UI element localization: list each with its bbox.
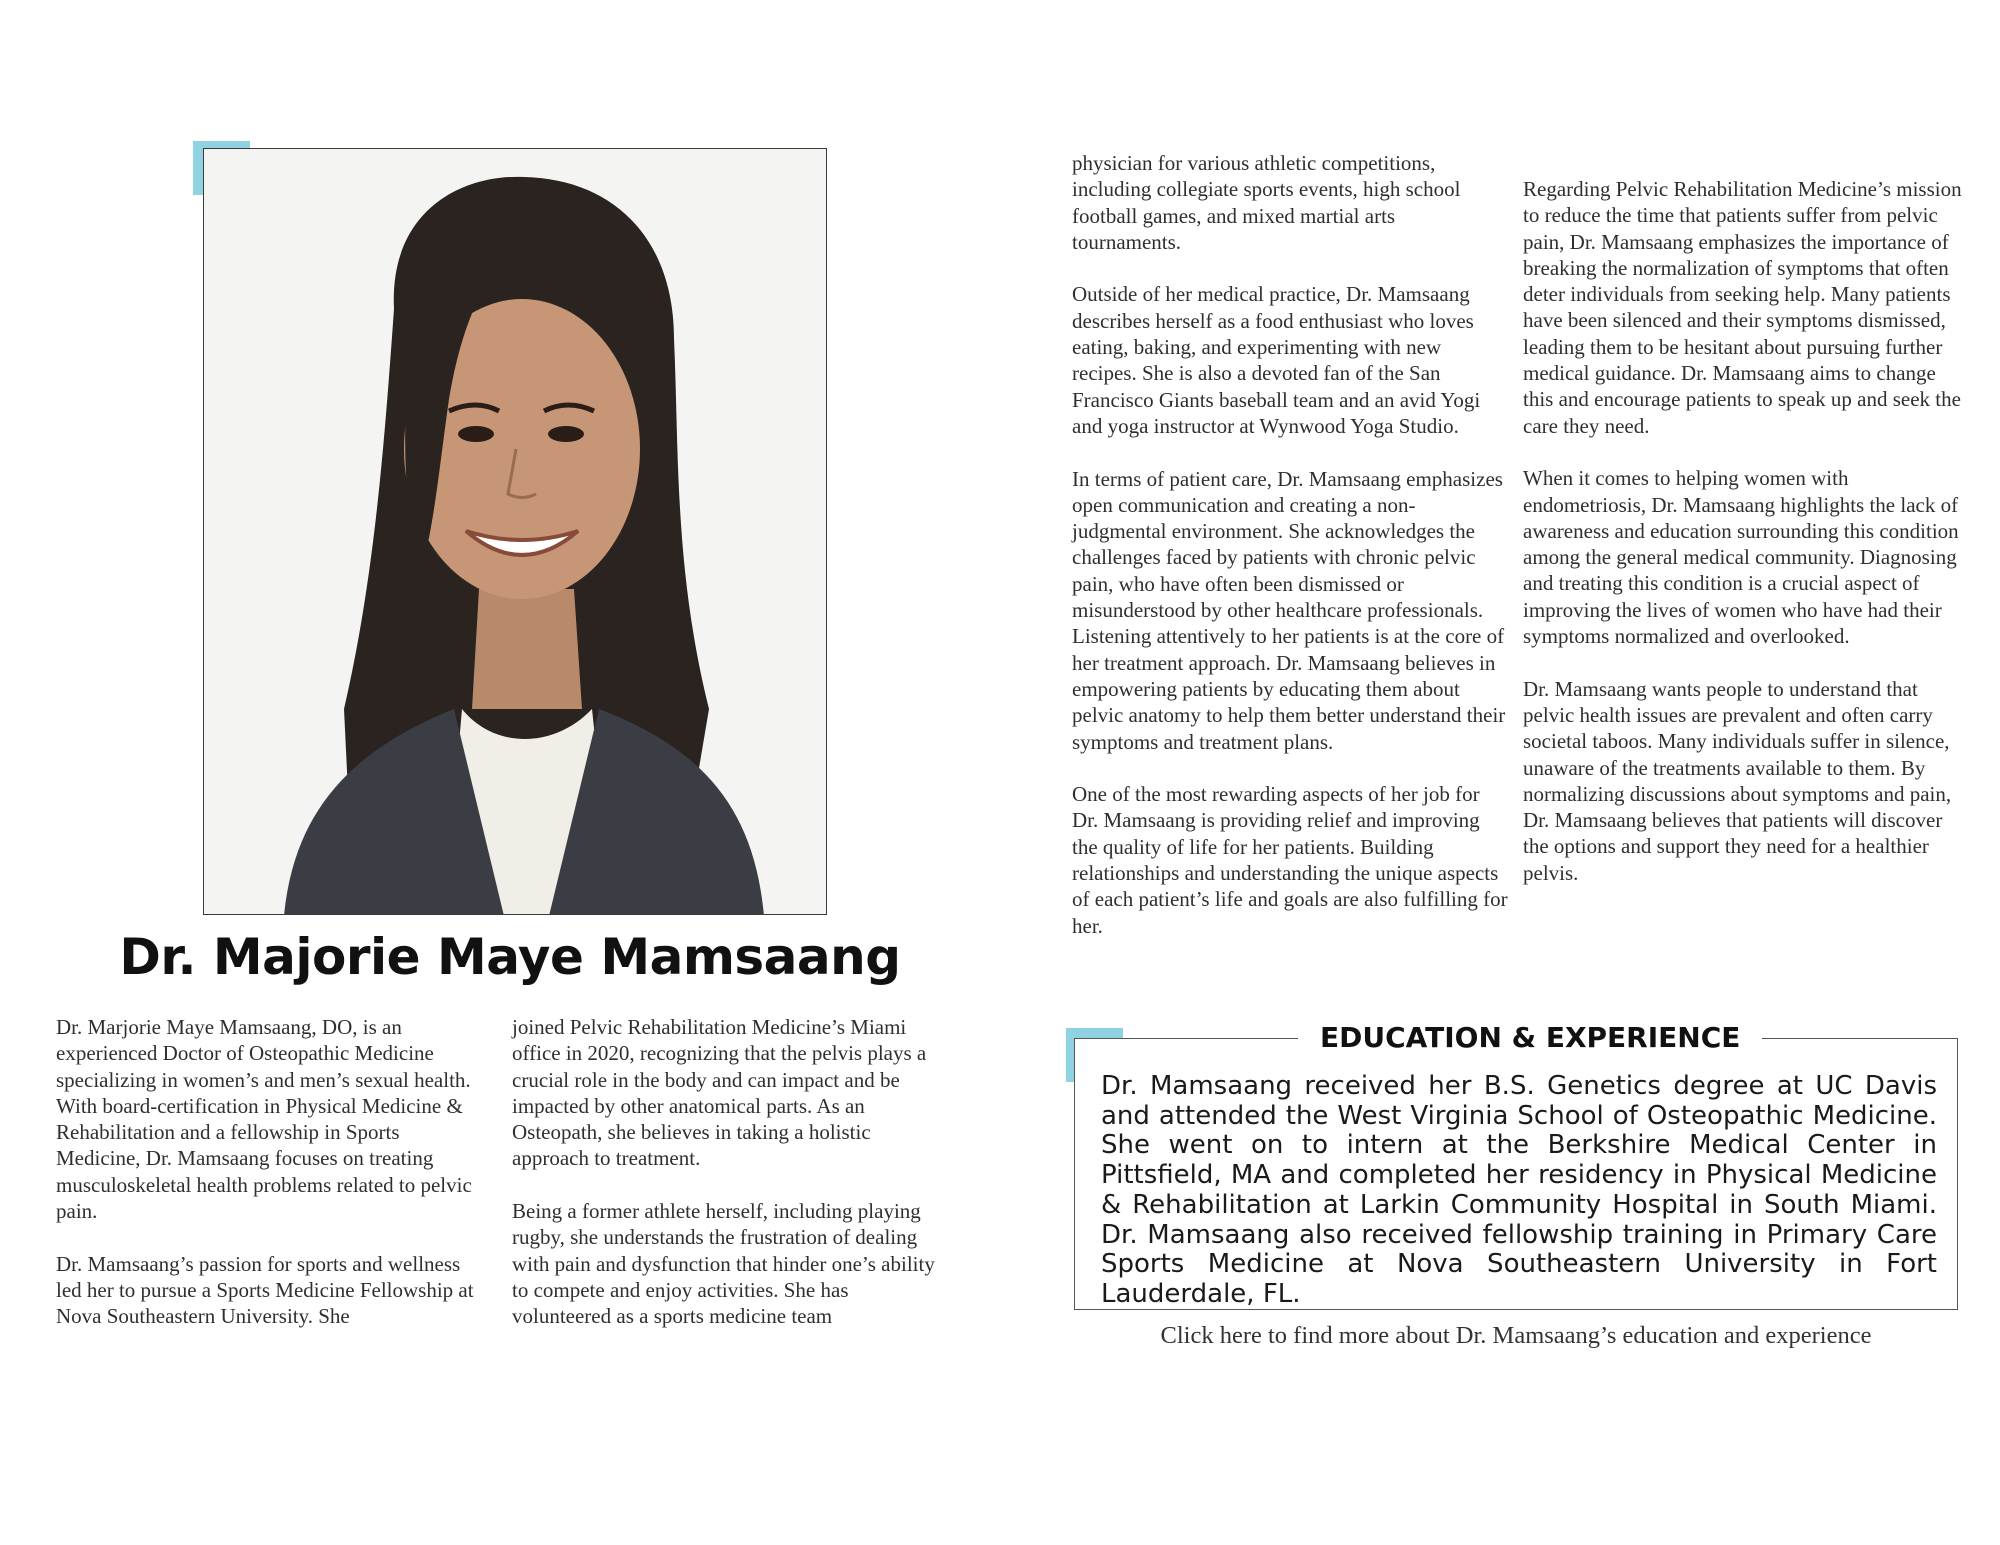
education-body: Dr. Mamsaang received her B.S. Genetics degree at UC Davis and attended the West Virginia School of Osteopathic Medicine. She went on to intern at the Berkshire Medical Center in Pittsfield, MA and completed her residency in Physical Medicine & Rehabilitation at Larkin Community Hospital in South Miami. Dr. Mamsaang also received fellowship training in Primary Care Sports Medicine at Nova Southeastern University in Fort Lauderdale, FL. xyxy=(1101,1071,1937,1309)
bio-column-1 xyxy=(56,1014,486,1330)
education-heading: EDUCATION & EXPERIENCE xyxy=(1298,1019,1762,1057)
doctor-name-heading: Dr. Majorie Maye Mamsaang xyxy=(119,928,901,986)
doctor-portrait-icon xyxy=(204,149,827,915)
bio-paragraph: Dr. Mamsaang wants people to understand that pelvic health issues are prevalent and often carry societal taboos. Many individuals suffer in silence, unaware of the treatments available to them. By normalizing discussions about symptoms and pain, Dr. Mamsaang believes that patients will discover the options and support they need for a healthier pelvis. xyxy=(1523,676,1952,885)
bio-paragraph: joined Pelvic Rehabilitation Medicine’s Miami office in 2020, recognizing that the pelvis plays a crucial role in the body and can impact and be impacted by other anatomical parts. As an Osteopath, she believes in taking a holistic approach to treatment. xyxy=(512,1015,927,1171)
bio-paragraph: Dr. Mamsaang’s passion for sports and wellness led her to pursue a Sports Medicine Fellowship at Nova Southeastern University. She xyxy=(56,1251,474,1329)
bio-paragraph: Being a former athlete herself, including playing rugby, she understands the frustration of dealing with pain and dysfunction that hinder one’s ability to compete and enjoy activities. She has volunteered as a sports medicine team xyxy=(512,1199,935,1329)
doctor-photo xyxy=(203,148,827,915)
bio-paragraph: One of the most rewarding aspects of her job for Dr. Mamsaang is providing relief and improving the quality of life for her patients. Building relationships and understanding the unique aspects of each patient’s life and goals are also fulfilling for her. xyxy=(1072,782,1508,938)
bio-paragraph: Dr. Marjorie Maye Mamsaang, DO, is an experienced Doctor of Osteopathic Medicine specializing in women’s and men’s sexual health. With board-certification in Physical Medicine & Rehabilitation and a fellowship in Sports Medicine, Dr. Mamsaang focuses on treating musculoskeletal health problems related to pelvic pain. xyxy=(56,1015,472,1224)
bio-column-3 xyxy=(1072,150,1508,939)
bio-paragraph: Outside of her medical practice, Dr. Mamsaang describes herself as a food enthusiast who loves eating, baking, and experimenting with new recipes. She is also a devoted fan of the San Francisco Giants baseball team and an avid Yogi and yoga instructor at Wynwood Yoga Studio. xyxy=(1072,282,1481,438)
bio-paragraph: Regarding Pelvic Rehabilitation Medicine’s mission to reduce the time that patients suffer from pelvic pain, Dr. Mamsaang emphasizes the importance of breaking the normalization of symptoms that often deter individuals from seeking help. Many patients have been silenced and their symptoms dismissed, leading them to be hesitant about pursuing further medical guidance. Dr. Mamsaang aims to change this and encourage patients to speak up and seek the care they need. xyxy=(1523,177,1962,438)
bio-paragraph: physician for various athletic competitions, including collegiate sports events, high school football games, and mixed martial arts tournaments. xyxy=(1072,151,1461,254)
bio-paragraph: In terms of patient care, Dr. Mamsaang emphasizes open communication and creating a non-judgmental environment. She acknowledges the challenges faced by patients with chronic pelvic pain, who have often been dismissed or misunderstood by other healthcare professionals. Listening attentively to her patients is at the core of her treatment approach. Dr. Mamsaang believes in empowering patients by educating them about pelvic anatomy to help them better understand their symptoms and treatment plans. xyxy=(1072,466,1506,754)
education-more-link[interactable]: Click here to find more about Dr. Mamsaang’s education and experience xyxy=(1160,1322,1872,1349)
bio-column-2 xyxy=(512,1014,952,1330)
bio-column-4 xyxy=(1523,176,1963,886)
bio-paragraph: When it comes to helping women with endometriosis, Dr. Mamsaang highlights the lack of awareness and education surrounding this condition among the general medical community. Diagnosing and treating this condition is a crucial aspect of improving the lives of women who have had their symptoms normalized and overlooked. xyxy=(1523,466,1959,649)
